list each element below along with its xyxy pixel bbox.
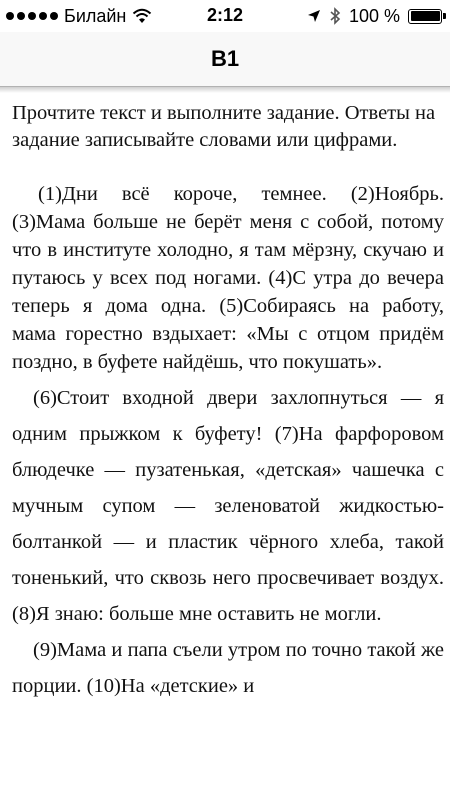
carrier-name: Билайн [64,5,127,26]
text-paragraph-3: (9)Мама и папа съели утром по точно такой же порции. (10)На «детские» и [12,639,444,697]
bluetooth-icon [329,7,341,25]
battery-fill [411,11,440,21]
text-paragraph-2: (6)Стоит входной двери захлопнуться — я одним прыжком к буфету! (7)На фарфоровом блюдечке — пузатенькая, «детская» чашечка с мучным супом — зеленоватой жидкостью-болтанкой — и пластик чёрного хлеба, такой тоненький, что сквозь него просвечивает воздух. (8)Я знаю: больше мне оставить не могли. [12,387,444,625]
status-time: 2:12 [206,5,244,25]
battery-percent: 100 % [348,5,400,26]
navigation-bar [0,32,450,87]
location-arrow-icon [307,9,321,23]
status-right [307,6,442,26]
nav-shadow [0,87,450,93]
battery-icon [408,9,442,24]
page-title: В1 [210,46,240,71]
task-content[interactable] [12,100,444,704]
status-bar [0,0,450,32]
task-instruction: Прочтите текст и выполните задание. Ответы на задание записывайте словами или цифрами. [12,102,436,151]
text-paragraph-1: (1)Дни всё короче, темнее. (2)Ноябрь. (3)Мама больше не берёт меня с собой, потому что в институте холодно, я там мёрзну, скучаю и путаюсь у всех под ногами. (4)С утра до вечера теперь я дома одна. (5)Собираясь на работу, мама горестно вздыхает: «Мы с отцом придём поздно, в буфете найдёшь, что покушать». [12,183,444,373]
